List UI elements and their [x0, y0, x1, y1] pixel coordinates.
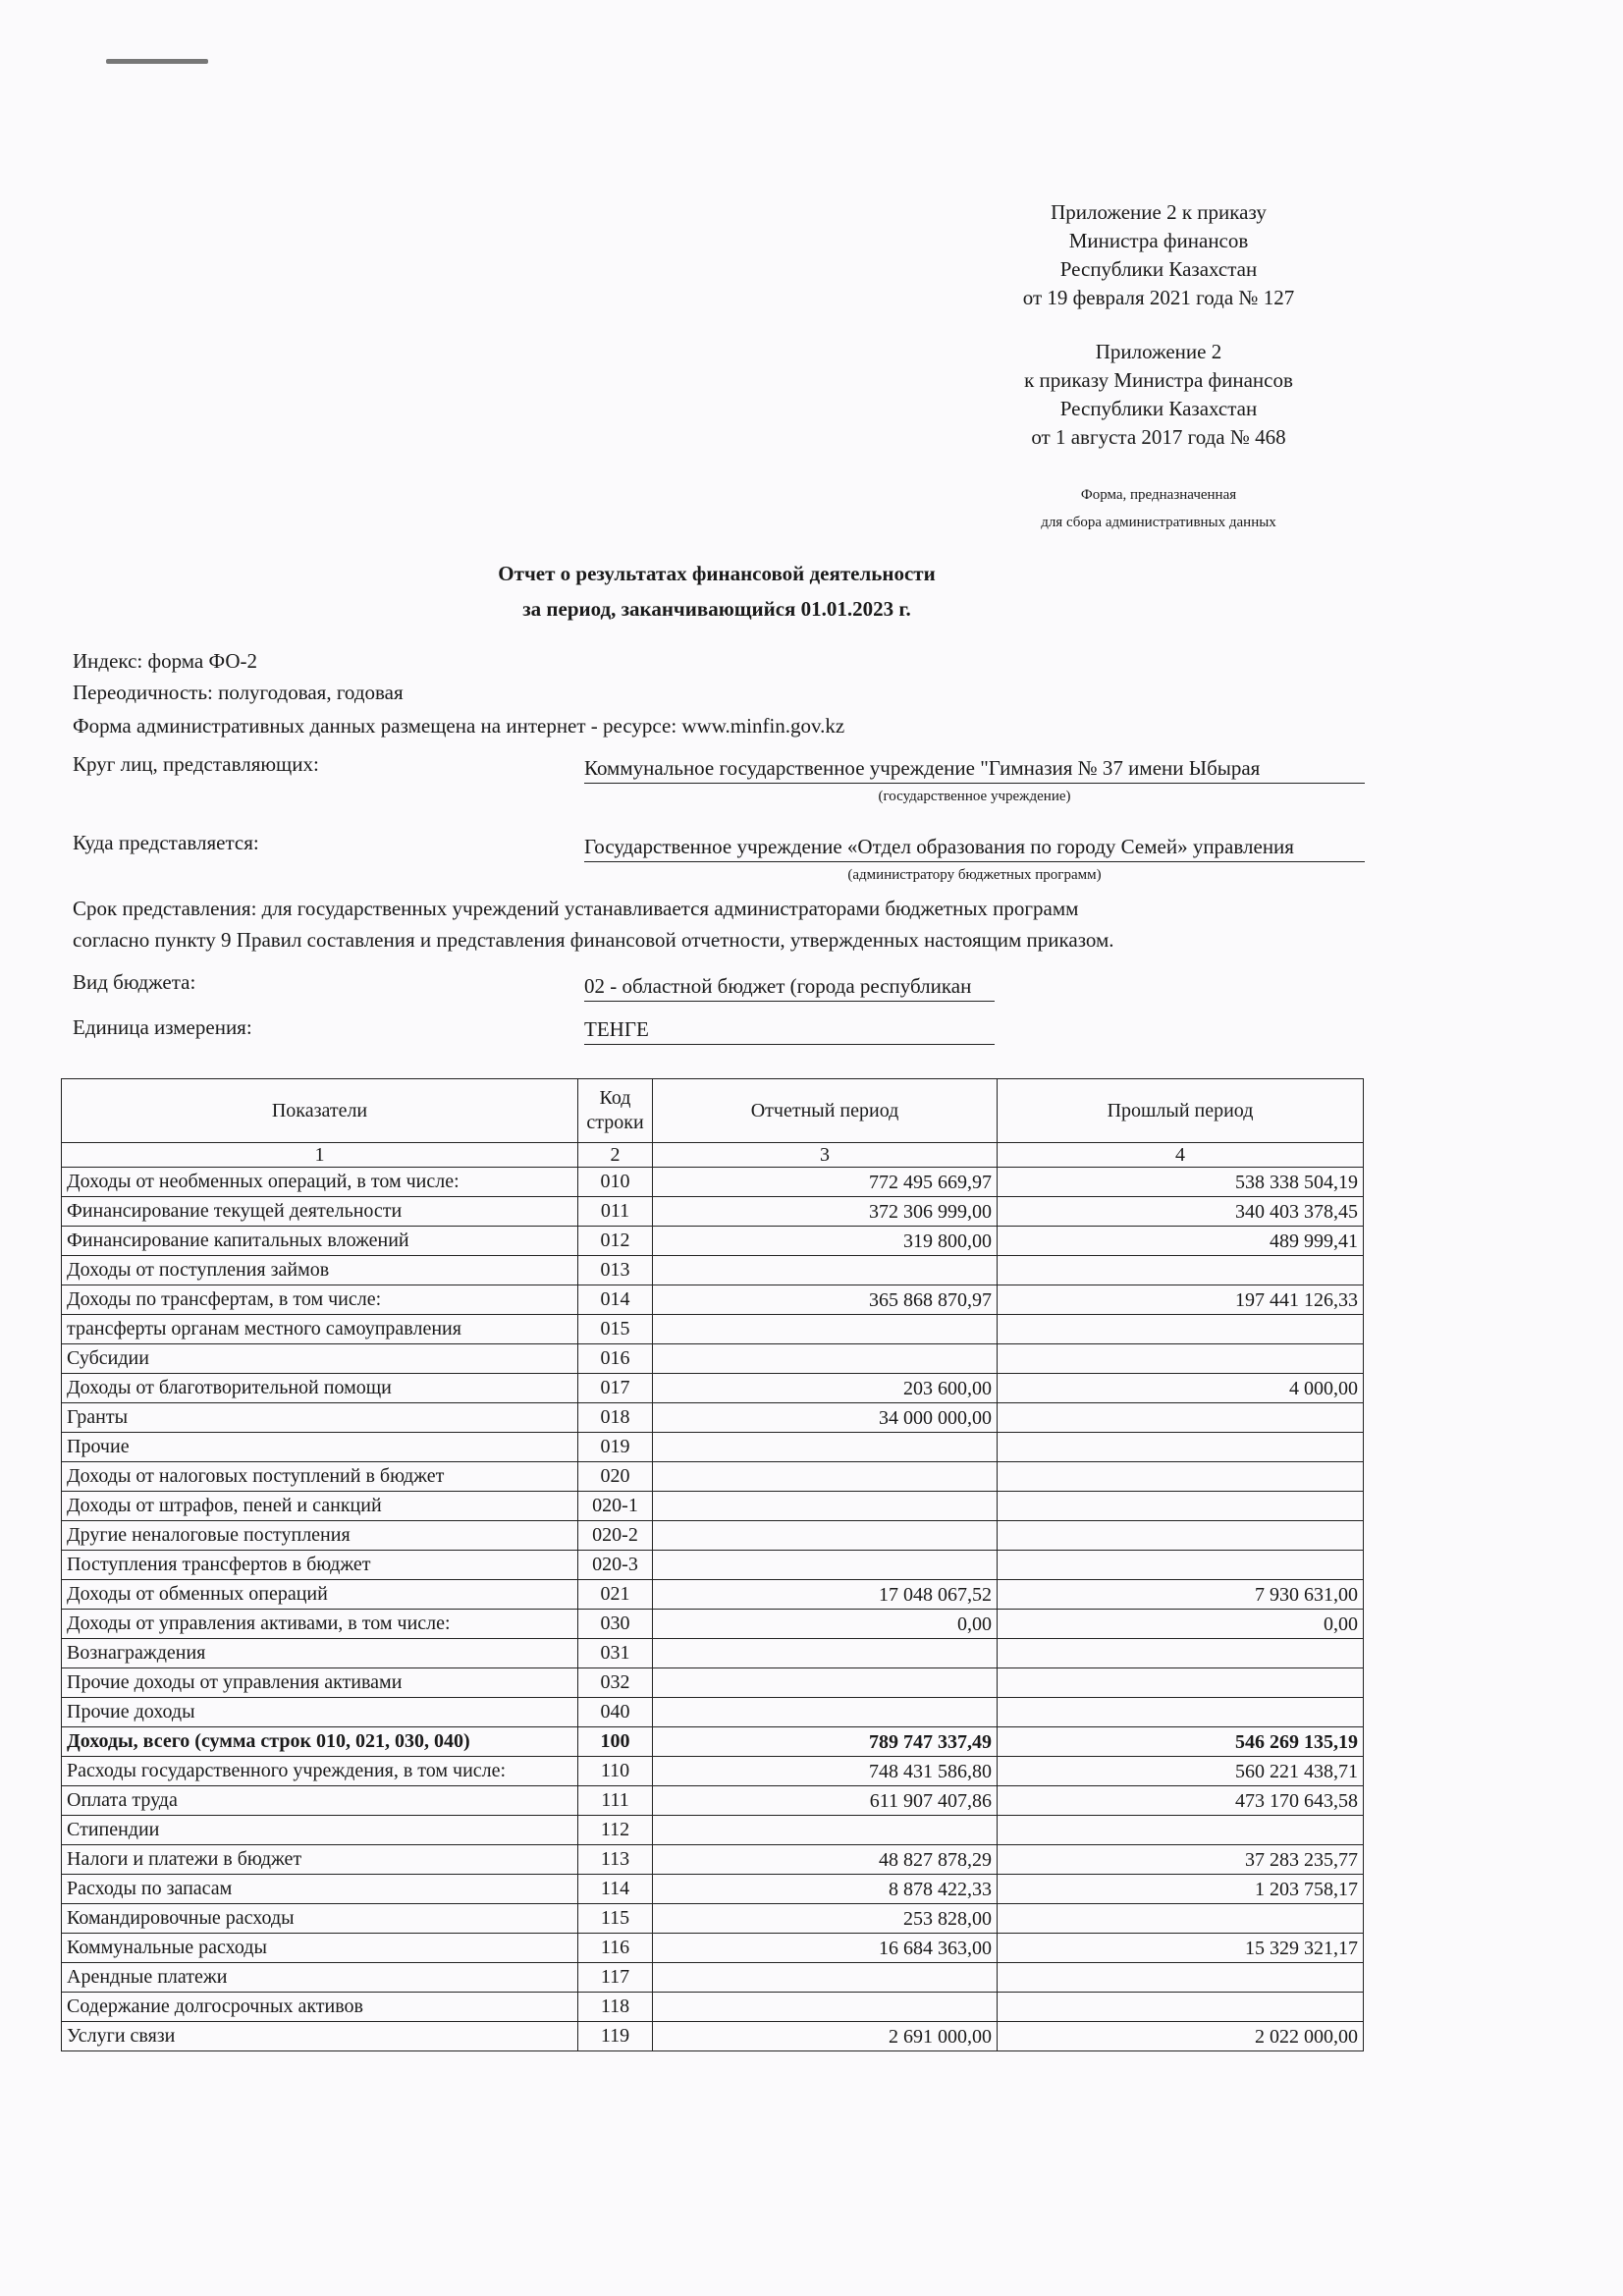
- table-row: [62, 1963, 1364, 1993]
- row-indicator: Налоги и платежи в бюджет: [62, 1845, 578, 1875]
- table-row: [62, 1875, 1364, 1904]
- row-code: 111: [578, 1786, 653, 1816]
- row-current-value: [653, 1521, 998, 1551]
- row-code: 012: [578, 1227, 653, 1256]
- header-row-code-text: Код строки: [586, 1087, 644, 1133]
- row-indicator: Прочие: [62, 1433, 578, 1462]
- row-indicator: Стипендии: [62, 1816, 578, 1845]
- header-row-code: [578, 1079, 653, 1143]
- posted-line: Форма административных данных размещена на интернет - ресурсе: www.minfin.gov.kz: [73, 714, 845, 738]
- appendix-line: от 19 февраля 2021 года № 127: [1022, 286, 1295, 309]
- row-code: 115: [578, 1904, 653, 1934]
- row-indicator: Доходы от налоговых поступлений в бюджет: [62, 1462, 578, 1492]
- row-current-value: [653, 1462, 998, 1492]
- scan-artifact: [106, 59, 208, 64]
- recipient-value: Государственное учреждение «Отдел образования по городу Семей» управления: [584, 835, 1365, 862]
- row-indicator: трансферты органам местного самоуправления: [62, 1315, 578, 1344]
- table-header-row: [62, 1079, 1364, 1143]
- row-current-value: [653, 1639, 998, 1668]
- table-row: [62, 1492, 1364, 1521]
- row-code: 013: [578, 1256, 653, 1285]
- row-current-value: 365 868 870,97: [653, 1285, 998, 1315]
- index-line: Индекс: форма ФО-2: [73, 649, 258, 673]
- appendix-line: Приложение 2 к приказу: [1051, 200, 1267, 224]
- row-code: 016: [578, 1344, 653, 1374]
- table-row: [62, 1315, 1364, 1344]
- row-current-value: 748 431 586,80: [653, 1757, 998, 1786]
- row-indicator: Доходы от поступления займов: [62, 1256, 578, 1285]
- row-previous-value: 15 329 321,17: [998, 1934, 1364, 1963]
- table-row: [62, 1256, 1364, 1285]
- row-current-value: 789 747 337,49: [653, 1727, 998, 1757]
- row-previous-value: [998, 1462, 1364, 1492]
- row-previous-value: [998, 1433, 1364, 1462]
- row-previous-value: [998, 1668, 1364, 1698]
- row-indicator: Поступления трансфертов в бюджет: [62, 1551, 578, 1580]
- row-indicator: Доходы от обменных операций: [62, 1580, 578, 1610]
- row-previous-value: 2 022 000,00: [998, 2022, 1364, 2051]
- row-current-value: [653, 1344, 998, 1374]
- table-row: [62, 1285, 1364, 1315]
- table-row: [62, 1698, 1364, 1727]
- row-indicator: Вознаграждения: [62, 1639, 578, 1668]
- row-indicator: Содержание долгосрочных активов: [62, 1993, 578, 2022]
- appendix-note-2021: [992, 198, 1325, 312]
- row-code: 113: [578, 1845, 653, 1875]
- row-previous-value: 37 283 235,77: [998, 1845, 1364, 1875]
- row-current-value: [653, 1698, 998, 1727]
- row-previous-value: [998, 1639, 1364, 1668]
- row-current-value: [653, 1668, 998, 1698]
- row-indicator: Доходы от управления активами, в том числе:: [62, 1610, 578, 1639]
- row-indicator: Доходы, всего (сумма строк 010, 021, 030, 040): [62, 1727, 578, 1757]
- row-current-value: [653, 1963, 998, 1993]
- row-current-value: 372 306 999,00: [653, 1197, 998, 1227]
- column-number-row: [62, 1143, 1364, 1168]
- table-row: [62, 1344, 1364, 1374]
- row-indicator: Доходы от штрафов, пеней и санкций: [62, 1492, 578, 1521]
- header-indicators: Показатели: [62, 1079, 578, 1143]
- row-previous-value: 7 930 631,00: [998, 1580, 1364, 1610]
- table-row: [62, 1374, 1364, 1403]
- row-code: 114: [578, 1875, 653, 1904]
- row-previous-value: [998, 1993, 1364, 2022]
- appendix-line: от 1 августа 2017 года № 468: [1031, 425, 1286, 449]
- row-current-value: [653, 1993, 998, 2022]
- row-indicator: Коммунальные расходы: [62, 1934, 578, 1963]
- table-row: [62, 1845, 1364, 1875]
- budget-label: Вид бюджета:: [73, 970, 196, 994]
- table-row: [62, 1227, 1364, 1256]
- row-previous-value: [998, 1698, 1364, 1727]
- header-previous-period: Прошлый период: [998, 1079, 1364, 1143]
- row-code: 015: [578, 1315, 653, 1344]
- row-indicator: Командировочные расходы: [62, 1904, 578, 1934]
- table-row: [62, 1727, 1364, 1757]
- table-row: [62, 1433, 1364, 1462]
- recipient-label: Куда представляется:: [73, 831, 259, 854]
- table-row: [62, 1639, 1364, 1668]
- table-row: [62, 2022, 1364, 2051]
- row-code: 021: [578, 1580, 653, 1610]
- deadline-line: согласно пункту 9 Правил составления и представления финансовой отчетности, утвержденных настоящим приказом.: [73, 928, 1114, 952]
- row-code: 112: [578, 1816, 653, 1845]
- row-indicator: Прочие доходы: [62, 1698, 578, 1727]
- row-code: 119: [578, 2022, 653, 2051]
- row-current-value: 772 495 669,97: [653, 1168, 998, 1197]
- unit-value: ТЕНГЕ: [584, 1017, 995, 1045]
- row-previous-value: [998, 1492, 1364, 1521]
- circle-caption: (государственное учреждение): [878, 789, 1071, 804]
- row-previous-value: 0,00: [998, 1610, 1364, 1639]
- row-current-value: [653, 1433, 998, 1462]
- row-previous-value: [998, 1315, 1364, 1344]
- row-previous-value: [998, 1551, 1364, 1580]
- row-previous-value: 538 338 504,19: [998, 1168, 1364, 1197]
- table-row: [62, 1816, 1364, 1845]
- table-row: [62, 1993, 1364, 2022]
- row-previous-value: 489 999,41: [998, 1227, 1364, 1256]
- row-indicator: Доходы от благотворительной помощи: [62, 1374, 578, 1403]
- row-current-value: 48 827 878,29: [653, 1845, 998, 1875]
- row-code: 116: [578, 1934, 653, 1963]
- row-current-value: [653, 1492, 998, 1521]
- table-row: [62, 1462, 1364, 1492]
- row-code: 014: [578, 1285, 653, 1315]
- column-number: 4: [998, 1143, 1364, 1168]
- circle-value: Коммунальное государственное учреждение "Гимназия № 37 имени Ыбырая: [584, 756, 1365, 784]
- row-indicator: Прочие доходы от управления активами: [62, 1668, 578, 1698]
- row-previous-value: 473 170 643,58: [998, 1786, 1364, 1816]
- row-previous-value: [998, 1256, 1364, 1285]
- row-current-value: 8 878 422,33: [653, 1875, 998, 1904]
- row-previous-value: 4 000,00: [998, 1374, 1364, 1403]
- row-code: 030: [578, 1610, 653, 1639]
- row-current-value: [653, 1315, 998, 1344]
- row-indicator: Доходы от необменных операций, в том числе:: [62, 1168, 578, 1197]
- table-row: [62, 1521, 1364, 1551]
- row-current-value: 253 828,00: [653, 1904, 998, 1934]
- row-indicator: Арендные платежи: [62, 1963, 578, 1993]
- form-purpose-note: [992, 481, 1325, 536]
- budget-value: 02 - областной бюджет (города республикан: [584, 974, 995, 1002]
- row-current-value: [653, 1816, 998, 1845]
- row-previous-value: 197 441 126,33: [998, 1285, 1364, 1315]
- title-line: за период, заканчивающийся 01.01.2023 г.: [522, 597, 911, 621]
- row-code: 020-1: [578, 1492, 653, 1521]
- table-row: [62, 1197, 1364, 1227]
- row-code: 018: [578, 1403, 653, 1433]
- row-code: 020-2: [578, 1521, 653, 1551]
- row-current-value: 203 600,00: [653, 1374, 998, 1403]
- row-current-value: 0,00: [653, 1610, 998, 1639]
- row-previous-value: 340 403 378,45: [998, 1197, 1364, 1227]
- row-code: 017: [578, 1374, 653, 1403]
- row-previous-value: [998, 1904, 1364, 1934]
- table-row: [62, 1668, 1364, 1698]
- deadline-line: Срок представления: для государственных учреждений устанавливается администраторами бюджетных программ: [73, 897, 1079, 920]
- table-row: [62, 1904, 1364, 1934]
- row-previous-value: 546 269 135,19: [998, 1727, 1364, 1757]
- unit-label: Единица измерения:: [73, 1015, 252, 1039]
- row-current-value: [653, 1256, 998, 1285]
- table-row: [62, 1610, 1364, 1639]
- header-current-period: Отчетный период: [653, 1079, 998, 1143]
- row-previous-value: [998, 1963, 1364, 1993]
- row-current-value: 2 691 000,00: [653, 2022, 998, 2051]
- row-code: 117: [578, 1963, 653, 1993]
- row-indicator: Гранты: [62, 1403, 578, 1433]
- row-code: 032: [578, 1668, 653, 1698]
- row-code: 100: [578, 1727, 653, 1757]
- column-number: 3: [653, 1143, 998, 1168]
- row-previous-value: [998, 1344, 1364, 1374]
- appendix-line: Республики Казахстан: [1059, 397, 1258, 420]
- row-code: 020: [578, 1462, 653, 1492]
- appendix-line: Приложение 2: [1095, 340, 1222, 363]
- table-row: [62, 1757, 1364, 1786]
- circle-label: Круг лиц, представляющих:: [73, 752, 319, 776]
- title-line: Отчет о результатах финансовой деятельности: [498, 562, 936, 585]
- row-previous-value: 1 203 758,17: [998, 1875, 1364, 1904]
- row-indicator: Оплата труда: [62, 1786, 578, 1816]
- row-current-value: 34 000 000,00: [653, 1403, 998, 1433]
- row-indicator: Доходы по трансфертам, в том числе:: [62, 1285, 578, 1315]
- appendix-line: Республики Казахстан: [1059, 257, 1258, 281]
- row-current-value: 319 800,00: [653, 1227, 998, 1256]
- row-indicator: Расходы государственного учреждения, в том числе:: [62, 1757, 578, 1786]
- row-code: 031: [578, 1639, 653, 1668]
- appendix-note-2017: [992, 338, 1325, 452]
- appendix-line: Министра финансов: [1068, 229, 1249, 252]
- row-indicator: Расходы по запасам: [62, 1875, 578, 1904]
- column-number: 2: [578, 1143, 653, 1168]
- row-code: 019: [578, 1433, 653, 1462]
- periodicity-line: Переодичность: полугодовая, годовая: [73, 681, 404, 704]
- document-title: [373, 556, 1060, 627]
- appendix-line: к приказу Министра финансов: [1024, 368, 1293, 392]
- table-row: [62, 1551, 1364, 1580]
- row-previous-value: [998, 1403, 1364, 1433]
- row-current-value: 16 684 363,00: [653, 1934, 998, 1963]
- row-previous-value: [998, 1521, 1364, 1551]
- row-code: 118: [578, 1993, 653, 2022]
- row-code: 011: [578, 1197, 653, 1227]
- column-number: 1: [62, 1143, 578, 1168]
- row-code: 110: [578, 1757, 653, 1786]
- row-current-value: [653, 1551, 998, 1580]
- financial-results-table: [61, 1078, 1364, 2051]
- table-row: [62, 1168, 1364, 1197]
- row-previous-value: [998, 1816, 1364, 1845]
- form-note-line: Форма, предназначенная: [1080, 487, 1237, 503]
- row-current-value: 611 907 407,86: [653, 1786, 998, 1816]
- row-indicator: Услуги связи: [62, 2022, 578, 2051]
- table-row: [62, 1403, 1364, 1433]
- table-row: [62, 1934, 1364, 1963]
- row-current-value: 17 048 067,52: [653, 1580, 998, 1610]
- row-code: 040: [578, 1698, 653, 1727]
- row-previous-value: 560 221 438,71: [998, 1757, 1364, 1786]
- row-indicator: Финансирование текущей деятельности: [62, 1197, 578, 1227]
- row-indicator: Субсидии: [62, 1344, 578, 1374]
- row-code: 010: [578, 1168, 653, 1197]
- row-code: 020-3: [578, 1551, 653, 1580]
- table-row: [62, 1786, 1364, 1816]
- row-indicator: Другие неналоговые поступления: [62, 1521, 578, 1551]
- form-note-line: для сбора административных данных: [1041, 515, 1276, 530]
- recipient-caption: (администратору бюджетных программ): [847, 867, 1102, 883]
- table-row: [62, 1580, 1364, 1610]
- row-indicator: Финансирование капитальных вложений: [62, 1227, 578, 1256]
